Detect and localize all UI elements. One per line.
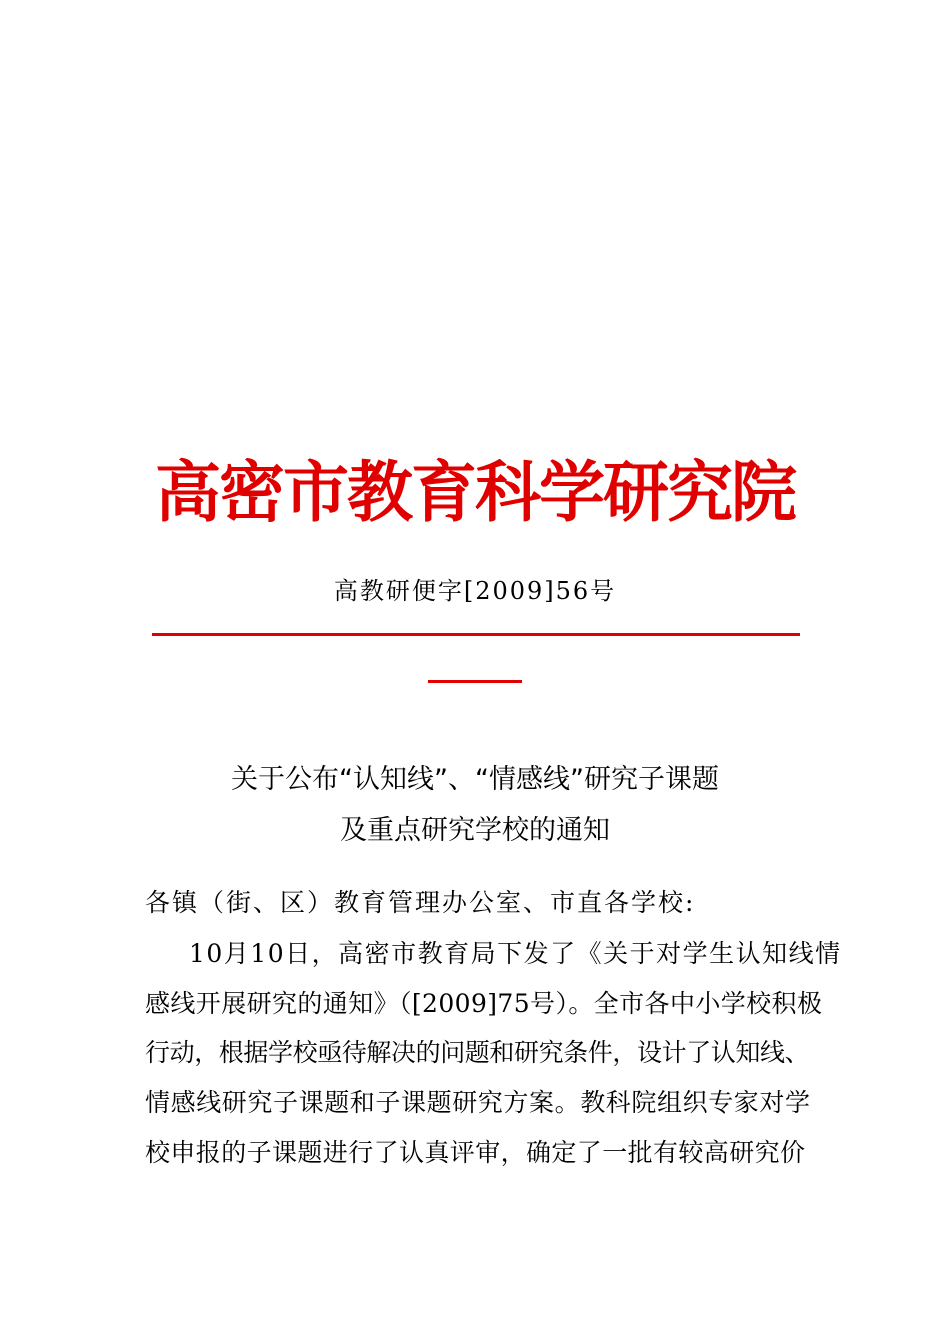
header-red-rule-short [428, 680, 522, 683]
body-paragraph-line: 情感线研究子课题和子课题研究方案。教科院组织专家对学 [145, 1088, 811, 1117]
notice-title-line-1: 关于公布“认知线”、“情感线”研究子课题 [231, 764, 719, 795]
document-number: 高教研便字[2009]56号 [333, 577, 617, 605]
body-paragraph-line: 校申报的子课题进行了认真评审，确定了一批有较高研究价 [145, 1138, 806, 1167]
body-paragraph-line: 10月10日，高密市教育局下发了《关于对学生认知线情 [189, 939, 842, 968]
header-red-rule [152, 633, 800, 636]
organization-header: 高密市教育科学研究院 [155, 454, 795, 531]
body-paragraph-line: 感线开展研究的通知》（[2009]75号）。全市各中小学校积极 [145, 989, 823, 1018]
body-paragraph-line: 行动，根据学校亟待解决的问题和研究条件，设计了认知线、 [145, 1038, 810, 1067]
salutation: 各镇（街、区）教育管理办公室、市直各学校: [145, 888, 696, 917]
notice-title-line-2: 及重点研究学校的通知 [340, 815, 610, 846]
